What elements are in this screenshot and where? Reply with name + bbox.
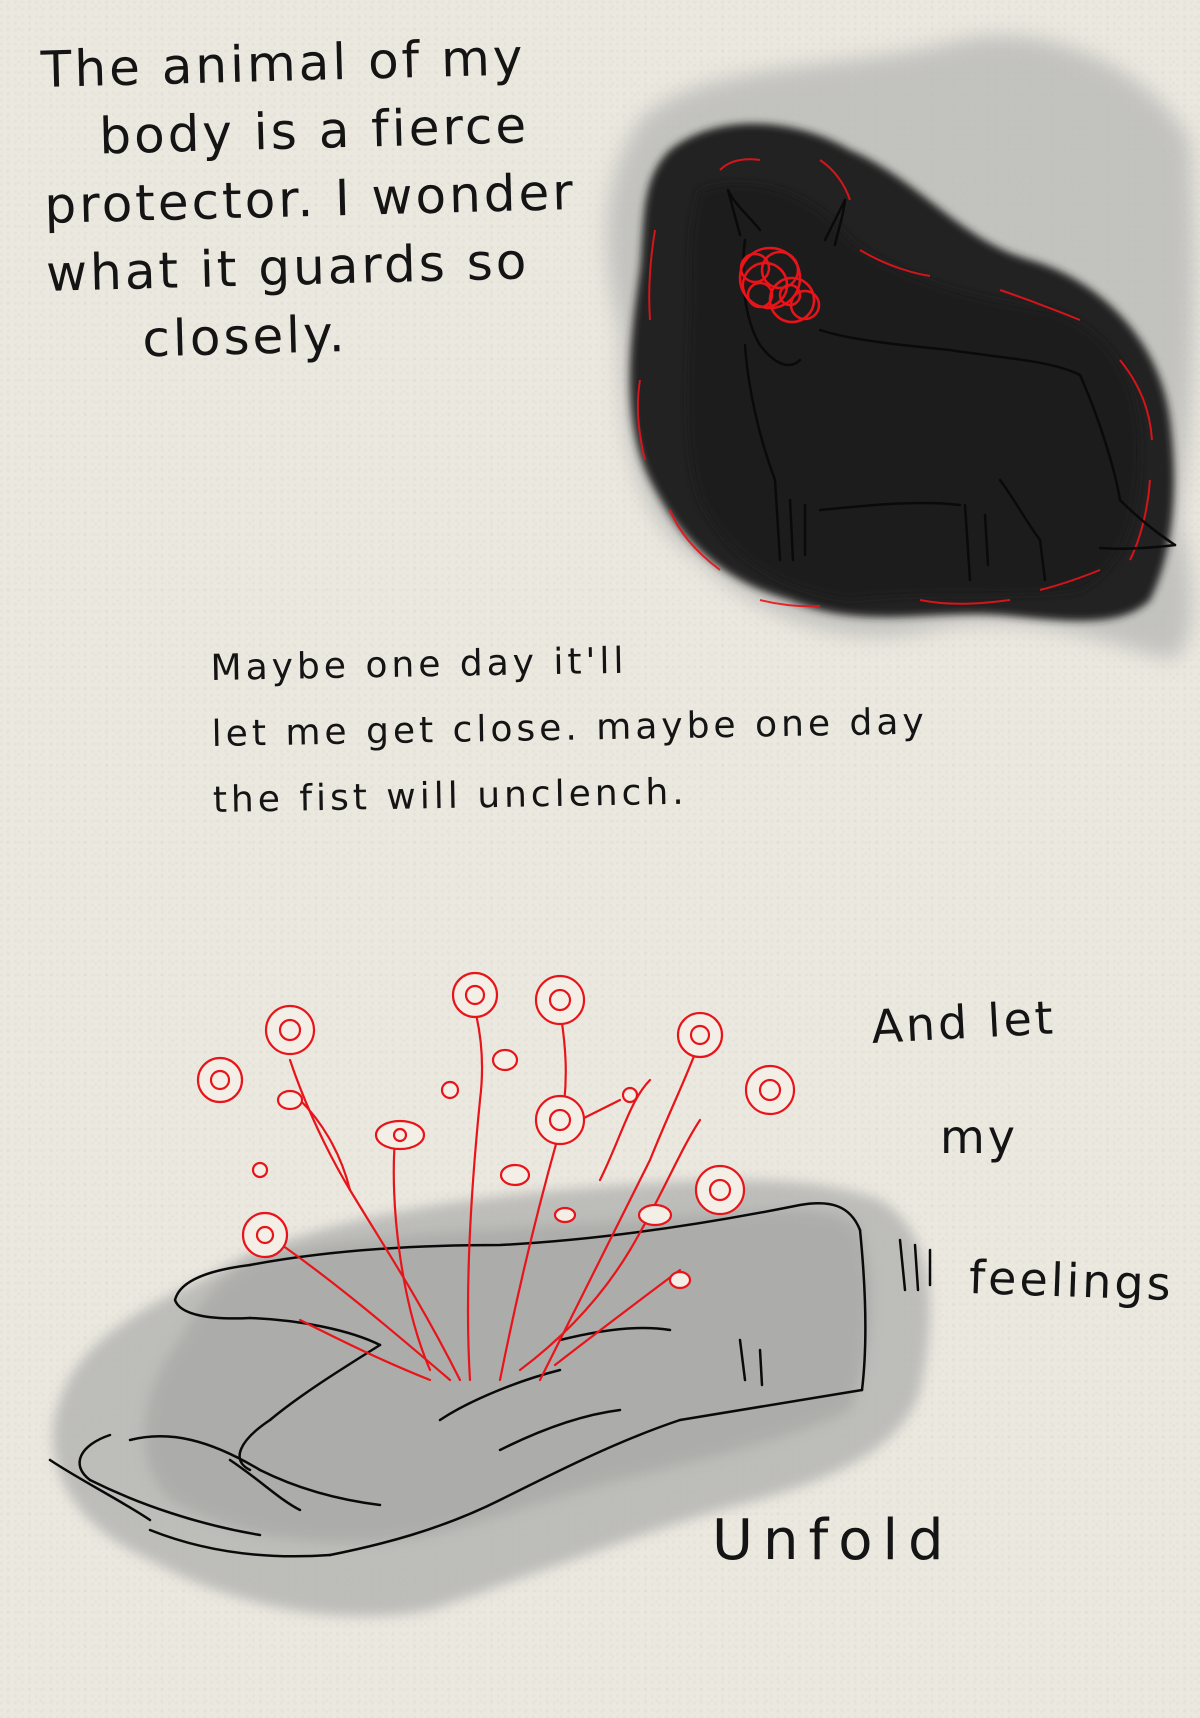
and-let-text: And let xyxy=(870,990,1058,1054)
feelings-text: feelings xyxy=(968,1250,1175,1312)
maybe-text: Maybe one day it'll let me get close. maybe one day the fist will unclench. xyxy=(210,640,929,821)
intro-text: The animal of my body is a fierce protector. I wonder what it guards so closely. xyxy=(40,28,577,371)
unfold-text: Unfold xyxy=(712,1508,954,1573)
my-text: my xyxy=(940,1110,1019,1164)
